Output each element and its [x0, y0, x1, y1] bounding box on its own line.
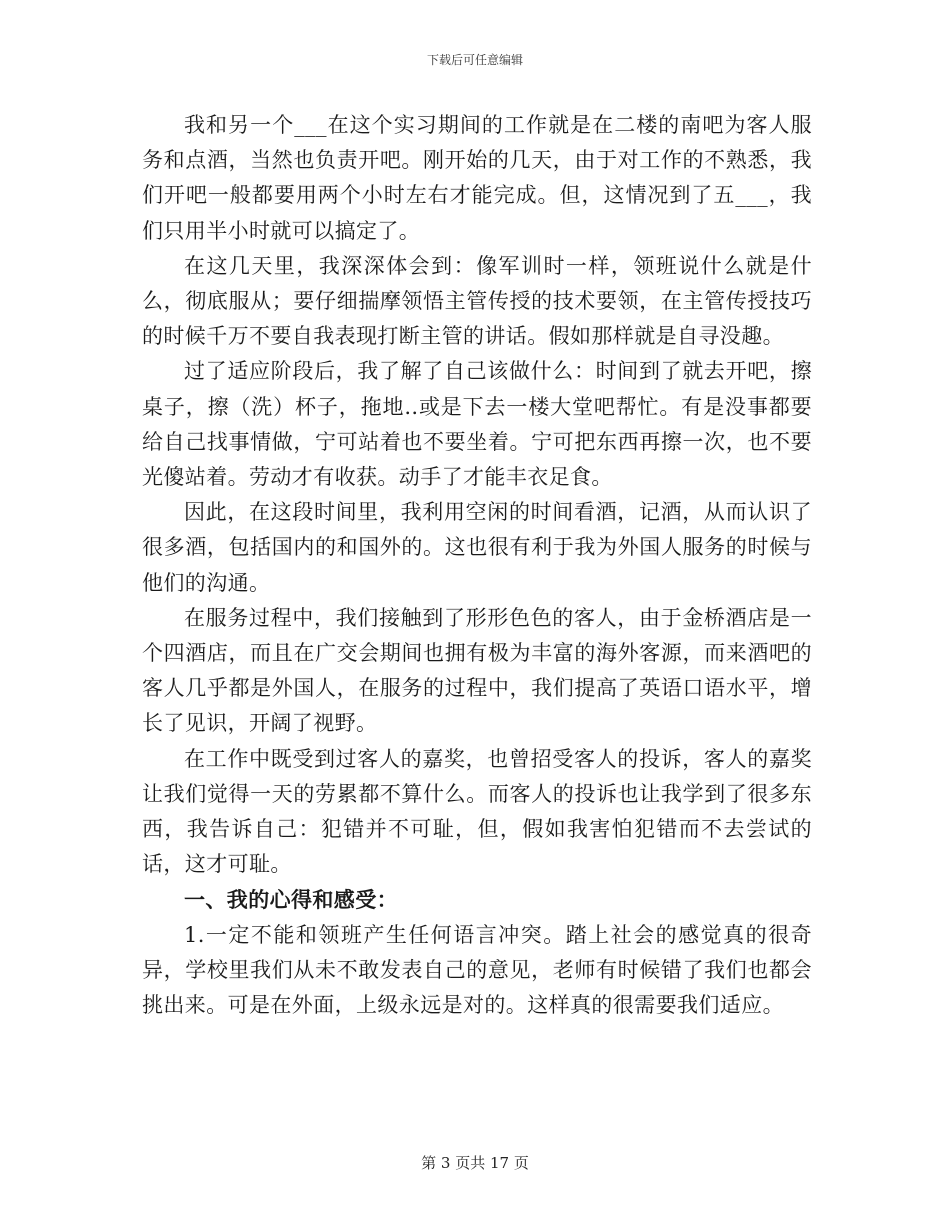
paragraph-6: 在工作中既受到过客人的嘉奖，也曾招受客人的投诉，客人的嘉奖让我们觉得一天的劳累都不算什么。而客人的投诉也让我学到了很多东西，我告诉自己：犯错并不可耻，但，假如我害怕犯错而不去尝试的话，这才可耻。 [142, 746, 812, 877]
paragraph-2: 在这几天里，我深深体会到：像军训时一样，领班说什么就是什么，彻底服从；要仔细揣摩领悟主管传授的技术要领，在主管传授技巧的时候千万不要自我表现打断主管的讲话。假如那样就是自寻没趣。 [142, 253, 812, 349]
page-header: 下载后可任意编辑 [426, 53, 523, 67]
paragraph-5: 在服务过程中，我们接触到了形形色色的客人，由于金桥酒店是一个四酒店，而且在广交会期间也拥有极为丰富的海外客源，而来酒吧的客人几乎都是外国人，在服务的过程中，我们提高了英语口语水平，增长了见识，开阔了视野。 [142, 605, 812, 736]
paragraph-4: 因此，在这段时间里，我利用空闲的时间看酒，记酒，从而认识了很多酒，包括国内的和国外的。这也很有利于我为外国人服务的时候与他们的沟通。 [142, 500, 812, 595]
point-1-paragraph: 1.一定不能和领班产生任何语言冲突。踏上社会的感觉真的很奇异，学校里我们从未不敢发表自己的意见，老师有时候错了我们也都会挑出来。可是在外面，上级永远是对的。这样真的很需要我们适应。 [142, 922, 812, 1018]
document-body [142, 108, 812, 1023]
page-number-footer: 第 3 页共 17 页 [421, 1154, 529, 1172]
paragraph-1: 我和另一个___在这个实习期间的工作就是在二楼的南吧为客人服务和点酒，当然也负责开吧。刚开始的几天，由于对工作的不熟悉，我们开吧一般都要用两个小时左右才能完成。但，这情况到了五___，我们只用半小时就可以搞定了。 [142, 113, 812, 243]
section-heading: 一、我的心得和感受： [184, 887, 398, 913]
paragraph-3: 过了适应阶段后，我了解了自己该做什么：时间到了就去开吧，擦桌子，擦（洗）杯子，拖地..或是下去一楼大堂吧帮忙。有是没事都要给自己找事情做，宁可站着也不要坐着。宁可把东西再擦一次，也不要光傻站着。劳动才有收获。动手了才能丰衣足食。 [142, 359, 812, 490]
